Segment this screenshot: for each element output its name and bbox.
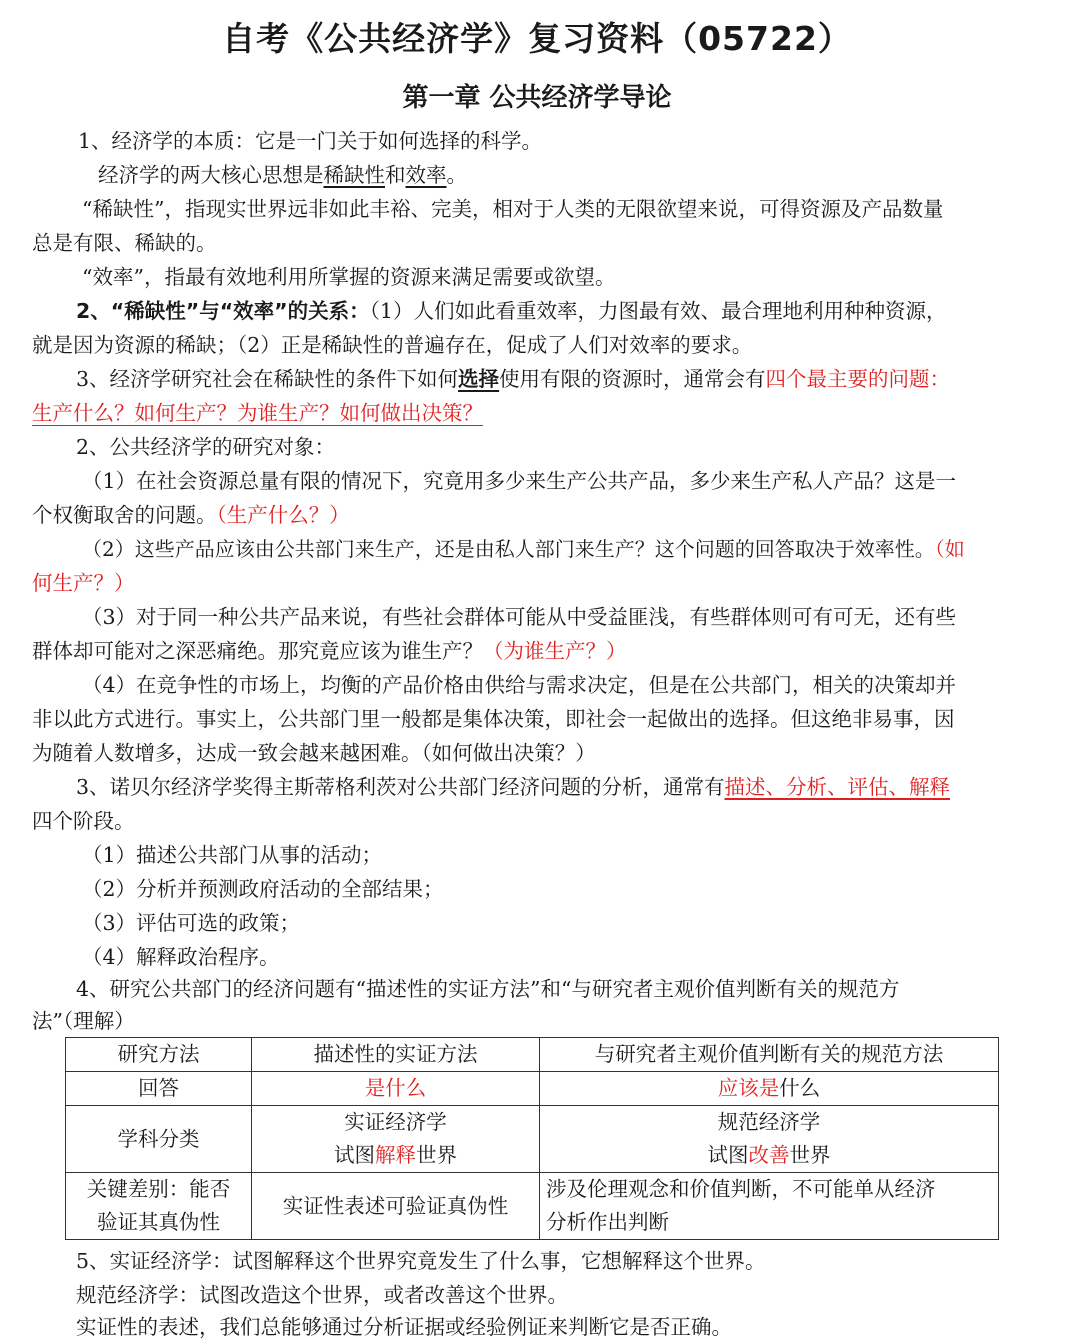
table-row [66, 1072, 999, 1106]
page-title: 自考《公共经济学》复习资料（05722） [222, 19, 852, 58]
list-item: （2）分析并预测政府活动的全部结果； [82, 877, 444, 901]
list-item: （3）评估可选的政策； [82, 911, 301, 935]
paragraph-line: 规范经济学：试图改造这个世界，或者改善这个世界。 [76, 1283, 568, 1307]
paragraph-line: 就是因为资源的稀缺；（2）正是稀缺性的普遍存在，促成了人们对效率的要求。 [32, 333, 753, 357]
table-row [66, 1173, 999, 1240]
comparison-table [65, 1037, 999, 1240]
paragraph-line [32, 566, 1046, 600]
chapter-heading: 第一章 公共经济学导论 [402, 83, 672, 113]
underlined-term: 选择 [458, 367, 500, 391]
underlined-term: 稀缺性 [323, 163, 385, 187]
paragraph-line: （4）在竞争性的市场上，均衡的产品价格由供给与需求决定，但是在公共部门，相关的决策却并 [82, 673, 957, 697]
paragraph-line: 群体却可能对之深恶痛绝。那究竟应该为谁生产？（为谁生产？） [32, 639, 627, 663]
highlight-text: 描述、分析、评估、解释 [724, 775, 951, 799]
paragraph-line: 2、“稀缺性”与“效率”的关系：（1）人们如此看重效率，力图最有效、最合理地利用种种资源， [76, 299, 947, 323]
table-cell: 规范经济学 试图改善世界 [540, 1106, 999, 1173]
paragraph-line: 3、经济学研究社会在稀缺性的条件下如何选择使用有限的资源时，通常会有四个最主要的问题： [76, 367, 951, 391]
table-cell: 实证经济学 试图解释世界 [252, 1106, 540, 1173]
paragraph-line: 5、实证经济学：试图解释这个世界究竟发生了什么事，它想解释这个世界。 [76, 1249, 766, 1273]
table-cell: 回答 [66, 1072, 252, 1106]
table-cell: 是什么 [252, 1072, 540, 1106]
paragraph-line: 非以此方式进行。事实上，公共部门里一般都是集体决策，即社会一起做出的选择。但这绝非易事，因 [32, 707, 955, 731]
paragraph-line [32, 396, 1046, 430]
paragraph-line: 4、研究公共部门的经济问题有“描述性的实证方法”和“与研究者主观价值判断有关的规范方 [76, 977, 900, 1001]
table-cell: 学科分类 [66, 1106, 252, 1173]
paragraph-line: 2、公共经济学的研究对象： [76, 435, 336, 459]
paragraph-line: 四个阶段。 [32, 809, 135, 833]
paragraph-line: 法”（理解） [32, 1009, 135, 1033]
table-header-cell: 描述性的实证方法 [252, 1038, 540, 1072]
paragraph-line: （3）对于同一种公共产品来说，有些社会群体可能从中受益匪浅，有些群体则可有可无，还有些 [82, 605, 957, 629]
table-cell: 实证性表述可验证真伪性 [252, 1173, 540, 1240]
table-header-cell: 研究方法 [66, 1038, 252, 1072]
table-header-cell: 与研究者主观价值判断有关的规范方法 [540, 1038, 999, 1072]
table-row [66, 1038, 999, 1072]
list-item: （4）解释政治程序。 [82, 945, 280, 969]
paragraph-line: 1、经济学的本质：它是一门关于如何选择的科学。 [78, 129, 543, 153]
paragraph-line: 3、诺贝尔经济学奖得主斯蒂格利茨对公共部门经济问题的分析，通常有描述、分析、评估、解释 [76, 775, 951, 799]
paragraph-line: （1）在社会资源总量有限的情况下，究竟用多少来生产公共产品，多少来生产私人产品？这是一 [82, 469, 957, 493]
paragraph-line: 为随着人数增多，达成一致会越来越困难。（如何做出决策？） [32, 741, 596, 765]
table-cell: 涉及伦理观念和价值判断，不可能单从经济 分析作出判断 [540, 1173, 999, 1240]
bold-heading: 2、“稀缺性”与“效率”的关系： [76, 299, 370, 323]
paragraph-line: 经济学的两大核心思想是稀缺性和效率。 [98, 163, 467, 187]
highlight-text: 四个最主要的问题： [765, 367, 951, 391]
underlined-term: 效率 [405, 163, 447, 187]
paragraph-line: （2）这些产品应该由公共部门来生产，还是由私人部门来生产？这个问题的回答取决于效率性。（如 [82, 537, 965, 561]
list-item: （1）描述公共部门从事的活动； [82, 843, 383, 867]
paragraph-line: 个权衡取舍的问题。（生产什么？） [32, 503, 350, 527]
table-row [66, 1106, 999, 1173]
highlight-text: （如 [934, 537, 965, 561]
highlight-text: （生产什么？） [216, 503, 350, 527]
highlight-text: 何生产？） [32, 571, 135, 595]
paragraph-line: 实证性的表述，我们总能够通过分析证据或经验例证来判断它是否正确。 [76, 1315, 732, 1339]
paragraph-line: “稀缺性”，指现实世界远非如此丰裕、完美，相对于人类的无限欲望来说，可得资源及产品数量 [82, 197, 944, 221]
highlight-text: （为谁生产？） [483, 639, 627, 663]
table-cell: 应该是什么 [540, 1072, 999, 1106]
paragraph-line: 总是有限、稀缺的。 [32, 231, 217, 255]
paragraph-line: “效率”，指最有效地利用所掌握的资源来满足需要或欲望。 [82, 265, 616, 289]
highlight-text: 生产什么？如何生产？为谁生产？如何做出决策？ [32, 401, 483, 425]
table-cell: 关键差别：能否 验证其真伪性 [66, 1173, 252, 1240]
